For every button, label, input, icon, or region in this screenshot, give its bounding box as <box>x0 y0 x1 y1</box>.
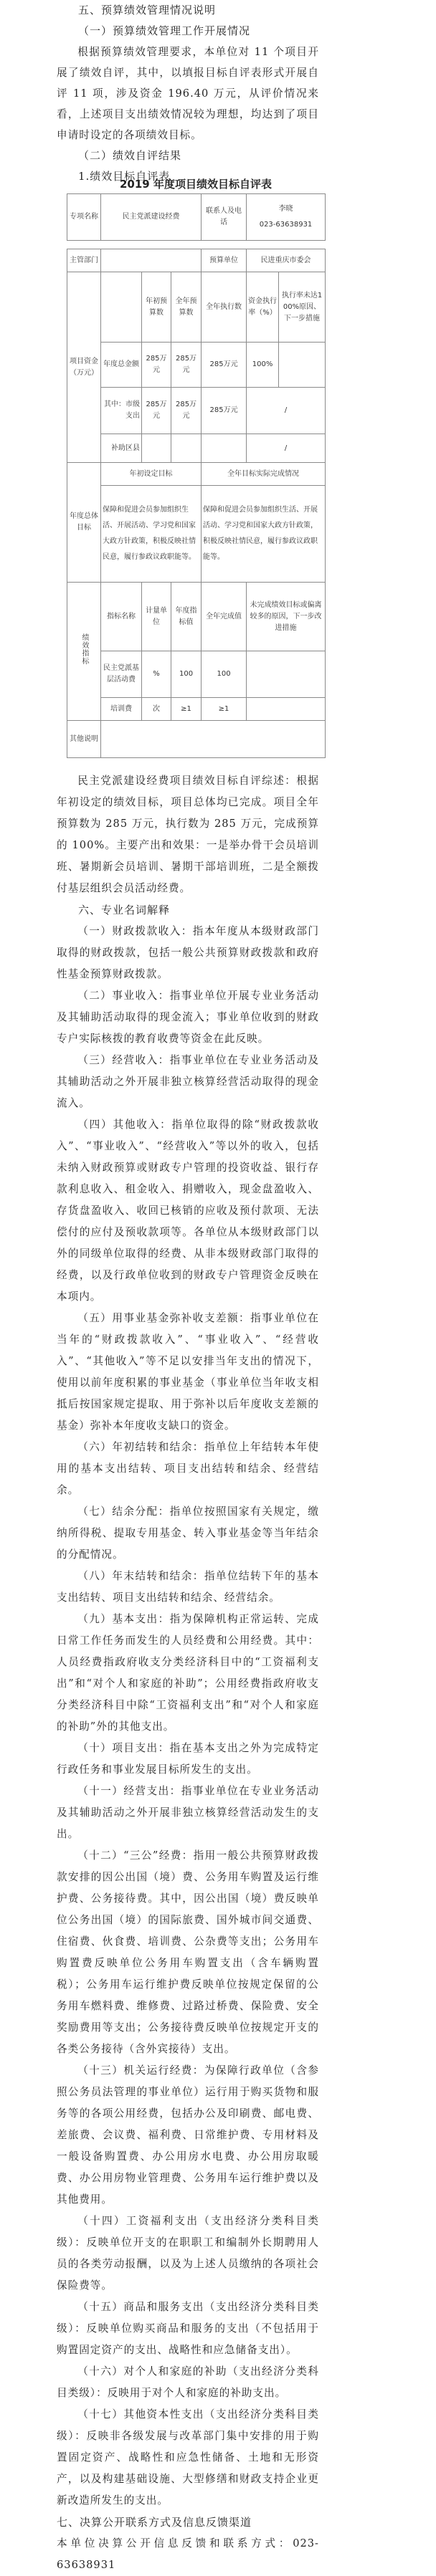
col-full: 全年预算数 <box>171 272 202 343</box>
contact-label: 联系人及电话 <box>202 194 247 241</box>
goal-done: 保障和促进会员参加组织生活、开展活动、学习党和国家大政方针政策，积极反映社情民意，履行参政议政职能等。 <box>202 486 326 583</box>
section-5-heading: 五、预算绩效管理情况说明 <box>78 4 217 16</box>
kpi-label-cell <box>67 583 101 721</box>
dept-label: 主管部门 <box>67 249 101 272</box>
term-definition: （三）经营收入：指事业单位在专业业务活动及其辅助活动之外开展非独立核算经营活动取得的现金流入。 <box>57 1054 319 1109</box>
section-6 <box>57 770 319 2576</box>
kpi-unit: % <box>142 651 171 698</box>
unit-label: 预算单位 <box>202 249 247 272</box>
project-name: 民主党派建设经费 <box>101 194 202 241</box>
row-exec <box>202 434 247 463</box>
empty-cell <box>101 272 142 343</box>
contact-phone: 023-63638931 <box>259 221 313 229</box>
term-definition: （十七）其他资本性支出（支出经济分类科目类级）：反映非各级发展与改革部门集中安排的用于购置固定资产、战略性和应急性储备、土地和无形资产，以及构建基础设施、大型修缮和财政支持企业更新改造所发生的支出。 <box>57 2408 319 2506</box>
project-name-label: 专项名称 <box>67 194 101 241</box>
col-reason: 执行率未达100%原因、下一步措施 <box>279 272 326 343</box>
row-rate: / <box>247 388 326 434</box>
col-initial: 年初预算数 <box>142 272 171 343</box>
section-5 <box>57 0 319 187</box>
kpi-unit: 次 <box>142 698 171 721</box>
row-initial <box>142 434 171 463</box>
term-definition: （一）财政拨款收入：指本年度从本级财政部门取得的财政拨款，包括一般公共预算财政拨款和政府性基金预算财政拨款。 <box>57 925 319 980</box>
row-exec: 285万元 <box>202 343 247 388</box>
term-definition: （六）年初结转和结余：指单位上年结转本年使用的基本支出结转、项目支出结转和结余、经营结余。 <box>57 1441 319 1496</box>
kpi-col-unit: 计量单位 <box>142 583 171 651</box>
kpi-reason <box>247 651 326 698</box>
project-info-table <box>67 193 326 241</box>
terms-list <box>57 921 319 2512</box>
kpi-target: 100 <box>171 651 202 698</box>
dept-value <box>101 249 202 272</box>
term-definition: （十五）商品和服务支出（支出经济分类科目类级）：反映单位购买商品和服务的支出（不包括用于购置固定资产的支出、战略性和应急储备支出）。 <box>57 2301 319 2356</box>
row-reason <box>279 343 326 388</box>
goal-set: 保障和促进会员参加组织生活、开展活动、学习党和国家大政方针政策，积极反映社情民意，履行参政议政职能等。 <box>101 486 202 583</box>
row-full: 285万元 <box>171 343 202 388</box>
goal-done-label: 全年目标实际完成情况 <box>202 463 326 486</box>
term-definition: （十四）工资福利支出（支出经济分类科目类级）：反映单位开支的在职职工和编制外长期聘用人员的各类劳动报酬，以及为上述人员缴纳的各项社会保险费等。 <box>57 2215 319 2292</box>
subsection-1-heading: （一）预算绩效管理工作开展情况 <box>78 24 251 37</box>
row-label: 其中：市级支出 <box>101 388 142 434</box>
performance-table <box>67 249 326 758</box>
subsection-2-heading: （二）绩效自评结果 <box>78 149 182 162</box>
term-definition: （四）其他收入：指单位取得的除“财政拨款收入”、“事业收入”、“经营收入”等以外的收入，包括未纳入财政预算或财政专户管理的投资收益、银行存款利息收入、租金收入、捐赠收入，现金盘盈收入、存货盘盈收入、收回已核销的应收及预付款项、无法偿付的应付及预收款项等。各单位从本级财政部门以外的同级单位取得的经费、从非本级财政部门取得的经费，以及行政单位收到的财政专户管理资金反映在本项内。 <box>57 1119 319 1303</box>
summary-paragraph: 民主党派建设经费项目绩效目标自评综述：根据年初设定的绩效目标，项目总体均已完成。项目全年预算数为 285 万元，执行数为 285 万元，完成预算的 100%。主要产出和效果：一是举办骨干会员培训班、暑期新会员培训、暑期干部培训班，二是全额拨付基层组织会员活动经费。 <box>57 775 319 894</box>
kpi-name: 民主党派基层活动费 <box>101 651 142 698</box>
term-definition: （十一）经营支出：指事业单位在专业业务活动及其辅助活动之外开展非独立核算经营活动发生的支出。 <box>57 1785 319 1840</box>
goal-label: 年度总体目标 <box>67 463 101 583</box>
subsection-2-1-heading: 1.绩效目标自评表 <box>78 170 171 183</box>
col-rate: 资金执行率（%） <box>247 272 279 343</box>
row-exec: 285万元 <box>202 388 247 434</box>
unit-value: 民进重庆市委会 <box>247 249 326 272</box>
kpi-col-actual: 全年完成值 <box>202 583 247 651</box>
kpi-target: ≥1 <box>171 698 202 721</box>
kpi-reason <box>247 698 326 721</box>
kpi-actual: ≥1 <box>202 698 247 721</box>
section-6-heading: 六、专业名词解释 <box>78 904 171 916</box>
row-full: 285万元 <box>171 388 202 434</box>
term-definition: （十三）机关运行经费：为保障行政单位（含参照公务员法管理的事业单位）运行用于购买货物和服务等的各项公用经费，包括办公及印刷费、邮电费、差旅费、会议费、福利费、日常维护费、专用材料及一般设备购置费、办公用房水电费、办公用房取暖费、办公用房物业管理费、公务用车运行维护费以及其他费用。 <box>57 2064 319 2206</box>
contact-info: 本单位决算公开信息反馈和联系方式：023-63638931 <box>57 2537 319 2571</box>
kpi-label: 绩效指标 <box>80 633 88 665</box>
kpi-actual: 100 <box>202 651 247 698</box>
term-definition: （十二）“三公”经费：指用一般公共预算财政拨款安排的因公出国（境）费、公务用车购置及运行维护费、公务接待费。其中，因公出国（境）费反映单位公务出国（境）的国际旅费、国外城市间交通费、住宿费、伙食费、培训费、公杂费等支出；公务用车购置费反映单位公务用车购置支出（含车辆购置税）；公务用车运行维护费反映单位按规定保留的公务用车燃料费、维修费、过路过桥费、保险费、安全奖励费用等支出；公务接待费反映单位按规定开支的各类公务接待（含外宾接待）支出。 <box>57 1849 319 2055</box>
term-definition: （八）年末结转和结余：指单位结转下年的基本支出结转、项目支出结转和结余、经营结余。 <box>57 1570 319 1604</box>
kpi-col-name: 指标名称 <box>101 583 142 651</box>
goal-set-label: 年初设定目标 <box>101 463 202 486</box>
contact-cell <box>247 194 326 241</box>
row-rate: / <box>247 434 326 463</box>
term-definition: （十六）对个人和家庭的补助（支出经济分类科目类级）：反映用于对个人和家庭的补助支出。 <box>57 2365 319 2399</box>
row-rate: 100% <box>247 343 279 388</box>
kpi-col-reason: 未完成绩效目标或偏离较多的原因，下一步改进措施 <box>247 583 326 651</box>
row-label: 年度总金额 <box>101 343 142 388</box>
row-label: 补助区县 <box>101 434 142 463</box>
funds-label: 项目资金（万元） <box>67 272 101 463</box>
kpi-col-target: 年度指标值 <box>171 583 202 651</box>
term-definition: （九）基本支出：指为保障机构正常运转、完成日常工作任务而发生的人员经费和公用经费。其中：人员经费指政府收支分类经济科目中的“工资福利支出”和“对个人和家庭的补助”；公用经费指政府收支分类经济科目中除“工资福利支出”和“对个人和家庭的补助”外的其他支出。 <box>57 1613 319 1733</box>
table-title: 2019 年度项目绩效目标自评表 <box>120 178 272 191</box>
row-full <box>171 434 202 463</box>
other-label: 其他说明 <box>67 721 101 758</box>
contact-name: 李晓 <box>278 205 293 213</box>
term-definition: （十）项目支出：指在基本支出之外为完成特定行政任务和事业发展目标所发生的支出。 <box>57 1742 319 1776</box>
term-definition: （二）事业收入：指事业单位开展专业业务活动及其辅助活动取得的现金流入；事业单位收到的财政专户实际核拨的教育收费等资金在此反映。 <box>57 990 319 1045</box>
term-definition: （五）用事业基金弥补收支差额：指事业单位在当年的“财政拨款收入”、“事业收入”、“经营收入”、“其他收入”等不足以安排当年支出的情况下，使用以前年度积累的事业基金（事业单位当年收支相抵后按国家规定提取、用于弥补以后年度收支差额的基金）弥补本年度收支缺口的资金。 <box>57 1312 319 1432</box>
col-exec: 全年执行数 <box>202 272 247 343</box>
section-7-heading: 七、决算公开联系方式及信息反馈渠道 <box>57 2516 252 2529</box>
kpi-name: 培训费 <box>101 698 142 721</box>
row-initial: 285万元 <box>142 388 171 434</box>
other-value <box>101 721 326 758</box>
term-definition: （七）结余分配：指单位按照国家有关规定，缴纳所得税、提取专用基金、转入事业基金等当年结余的分配情况。 <box>57 1505 319 1561</box>
row-initial: 285万元 <box>142 343 171 388</box>
paragraph: 根据预算绩效管理要求，本单位对 11 个项目开展了绩效自评，其中，以填报目标自评表形式开展自评 11 项，涉及资金 196.40 万元，从评价情况来看，上述项目支出绩效情况较为理想，均达到了项目申请时设定的各项绩效目标。 <box>57 46 319 141</box>
